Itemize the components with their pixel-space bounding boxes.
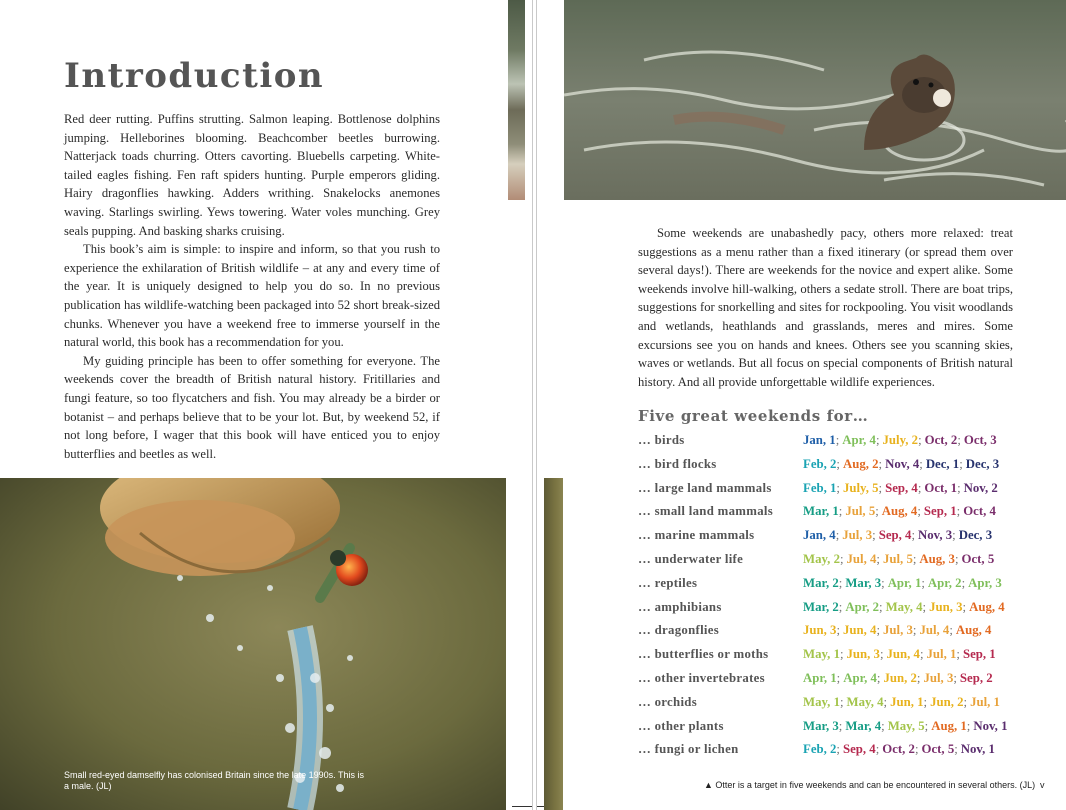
weekend-category: … fungi or lichen — [638, 742, 739, 757]
date-separator: ; — [839, 552, 844, 566]
weekend-category: … underwater life — [638, 552, 744, 566]
date-separator: ; — [876, 671, 881, 685]
date-separator: ; — [839, 694, 844, 709]
weekend-category: … orchids — [638, 694, 697, 709]
otter-photo — [564, 0, 1066, 200]
weekend-date: Mar, 2 — [803, 575, 839, 590]
weekend-date: Nov, 2 — [963, 480, 998, 495]
date-separator: ; — [883, 694, 888, 709]
gutter-mark-left — [512, 806, 532, 807]
weekend-row — [638, 719, 1038, 741]
weekend-date: Jun, 4 — [843, 623, 877, 638]
weekend-date: Jul, 1 — [970, 694, 1000, 709]
date-separator: ; — [836, 456, 840, 471]
date-separator: ; — [875, 433, 880, 447]
date-separator: ; — [838, 599, 843, 614]
damselfly-photo — [0, 478, 506, 810]
date-separator: ; — [879, 647, 884, 662]
weekend-date: Sep, 4 — [885, 480, 918, 495]
weekend-date: May, 4 — [846, 694, 884, 709]
weekend-date: Sep, 4 — [878, 528, 912, 543]
date-separator: ; — [921, 575, 925, 590]
weekend-date: Apr, 1 — [803, 671, 837, 685]
date-separator: ; — [836, 671, 841, 685]
weekend-dates — [803, 552, 994, 567]
date-separator: ; — [876, 552, 880, 566]
date-separator: ; — [876, 623, 880, 638]
weekend-date: Jul, 3 — [883, 623, 913, 638]
weekend-dates — [803, 671, 993, 686]
weekend-date: Jul, 4 — [846, 552, 877, 566]
weekend-date: Oct, 4 — [963, 504, 996, 519]
page-title: Introduction — [64, 56, 325, 96]
date-separator: ; — [952, 528, 956, 543]
date-separator: ; — [919, 647, 924, 662]
weekend-date: Jun, 3 — [929, 599, 963, 614]
weekend-row — [638, 695, 1038, 717]
date-separator: ; — [875, 504, 879, 519]
weekend-date: May, 1 — [803, 694, 840, 709]
right-paragraph: Some weekends are unabashedly pacy, others more relaxed: treat suggestions as a menu rather than a fixed itinerary (or spread them over several days!). There are weekends for the novice and expert alike. Some weekends involve hill-walking, others a sedate stroll. There are boat trips, suggestions for snorkelling and sites for rockpooling. You visit woodlands and wetlands, heathlands and grasslands, meres and mires. Some excursions see you on hands and knees. Others see you scanning skies, waves or wetlands. But all focus on special components of British natural history. And all provide unforgettable wildlife experiences. — [638, 226, 1013, 389]
weekend-category: … large land mammals — [638, 480, 772, 495]
date-separator: ; — [949, 623, 953, 638]
date-separator: ; — [916, 671, 921, 685]
date-separator: ; — [838, 504, 843, 519]
weekend-category: … small land mammals — [638, 504, 774, 519]
weekend-date: Jul, 5 — [882, 552, 913, 566]
date-separator: ; — [957, 433, 961, 447]
damselfly-caption: Small red-eyed damselfly has colonised Britain since the late 1990s. This is a male. (JL) — [64, 770, 364, 791]
weekend-date: Mar, 3 — [845, 575, 882, 590]
date-separator: ; — [879, 599, 883, 614]
weekend-date: Jan, 4 — [803, 528, 836, 543]
weekend-date: Sep, 4 — [842, 742, 876, 757]
date-separator: ; — [835, 433, 840, 447]
weekend-dates — [803, 576, 1002, 591]
weekend-dates — [803, 528, 992, 543]
weekend-date: Aug, 4 — [955, 623, 992, 638]
date-separator: ; — [911, 528, 915, 543]
weekend-date: Sep, 1 — [962, 647, 996, 662]
date-separator: ; — [914, 742, 919, 757]
weekend-date: Nov, 1 — [960, 742, 995, 757]
date-separator: ; — [917, 504, 921, 519]
weekend-date: Oct, 5 — [921, 742, 955, 757]
date-separator: ; — [919, 456, 923, 471]
date-separator: ; — [881, 575, 885, 590]
date-separator: ; — [912, 552, 917, 566]
weekend-dates — [803, 695, 1000, 710]
weekend-date: Sep, 1 — [923, 504, 957, 519]
weekend-dates — [803, 504, 996, 519]
weekend-date: Jun, 2 — [930, 694, 964, 709]
weekend-date: Dec, 1 — [925, 456, 960, 471]
weekend-dates — [803, 719, 1007, 734]
weekend-row — [638, 504, 1038, 526]
right-edge-photo-strip — [544, 478, 563, 810]
weekend-date: Aug, 4 — [881, 504, 918, 519]
date-separator: ; — [878, 480, 883, 495]
weekend-category: … birds — [638, 433, 685, 447]
weekend-category: … butterflies or moths — [638, 647, 769, 662]
date-separator: ; — [953, 671, 957, 685]
weekend-row — [638, 433, 1038, 455]
weekend-date: May, 4 — [885, 599, 923, 614]
weekend-date: Jan, 1 — [803, 433, 836, 447]
weekend-dates — [803, 600, 1005, 615]
weekend-row — [638, 600, 1038, 622]
date-separator: ; — [966, 718, 971, 733]
date-separator: ; — [912, 623, 917, 638]
date-separator: ; — [956, 504, 961, 519]
weekend-date: Oct, 2 — [882, 742, 915, 757]
otter-caption: ▲ Otter is a target in five weekends and can be encountered in several others. (JL) — [704, 780, 1036, 790]
date-separator: ; — [918, 433, 922, 447]
date-separator: ; — [959, 456, 963, 471]
intro-text — [64, 110, 440, 463]
date-separator: ; — [836, 623, 840, 638]
weekend-date: Jun, 3 — [846, 647, 880, 662]
weekend-date: Feb, 1 — [803, 480, 837, 495]
date-separator: ; — [963, 694, 968, 709]
date-separator: ; — [881, 718, 885, 733]
weekend-date: Jul, 1 — [926, 647, 957, 662]
weekend-date: Feb, 2 — [803, 456, 837, 471]
weekend-row — [638, 481, 1038, 503]
date-separator: ; — [962, 599, 967, 614]
date-separator: ; — [961, 575, 966, 590]
weekend-date: Aug, 3 — [919, 552, 955, 566]
date-separator: ; — [957, 480, 961, 495]
weekend-date: Jun, 2 — [883, 671, 917, 685]
weekend-date: May, 1 — [803, 647, 840, 662]
page-number: v — [1040, 780, 1045, 790]
intro-paragraph-2: This book’s aim is simple: to inspire and inform, so that you rush to experience the exhilaration of British wildlife – at any and every time of the year. It is uniquely designed to help you do so. In no previous publication has wildlife-watching been packaged into 52 short break-sized chunks. Whenever you have a weekend free to immerse yourself in the natural world, this book has a recommendation for you. — [64, 242, 440, 350]
date-separator: ; — [838, 575, 843, 590]
weekend-row — [638, 623, 1038, 645]
page-gutter-inner — [536, 0, 537, 810]
weekend-date: Mar, 3 — [803, 718, 839, 733]
weekend-date: Jul, 5 — [845, 504, 876, 519]
weekend-row — [638, 742, 1038, 764]
weekend-date: Apr, 4 — [843, 671, 877, 685]
weekend-date: Aug, 2 — [842, 456, 879, 471]
date-separator: ; — [878, 456, 883, 471]
weekend-row — [638, 457, 1038, 479]
weekend-date: May, 2 — [803, 552, 840, 566]
weekend-dates — [803, 647, 996, 662]
weekend-date: Nov, 4 — [885, 456, 920, 471]
weekend-date: Aug, 4 — [969, 599, 1005, 614]
date-separator: ; — [917, 480, 922, 495]
date-separator: ; — [836, 480, 840, 495]
weekend-date: Jun, 4 — [886, 647, 920, 662]
damselfly-illustration — [0, 478, 506, 810]
weekend-row — [638, 576, 1038, 598]
weekend-date: Oct, 5 — [961, 552, 995, 566]
weekend-category: … other plants — [638, 718, 724, 733]
weekend-date: July, 5 — [842, 480, 879, 495]
date-separator: ; — [923, 694, 928, 709]
page-gutter — [532, 0, 533, 810]
weekend-date: Jun, 3 — [803, 623, 837, 638]
weekend-date: Apr, 3 — [968, 575, 1002, 590]
weekend-date: Apr, 1 — [887, 575, 922, 590]
weekend-date: May, 5 — [887, 718, 925, 733]
weekend-dates — [803, 481, 998, 496]
weekend-date: Jul, 3 — [842, 528, 873, 543]
weekend-date: July, 2 — [882, 433, 919, 447]
date-separator: ; — [954, 552, 959, 566]
weekend-category: … bird flocks — [638, 456, 717, 471]
intro-paragraph-3: My guiding principle has been to offer something for everyone. The weekends cover the breadth of British natural history. Fritillaries and fungi feature, so too flycatchers and fish. You may already be a birder or botanist – and perhaps believe that to be your lot. But, by weekend 52, if not long before, I wager that this book will have enticed you to enjoy butterflies and beetles as well. — [64, 353, 440, 461]
weekend-row — [638, 647, 1038, 669]
date-separator: ; — [875, 742, 880, 757]
weekend-date: Apr, 2 — [845, 599, 880, 614]
weekend-date: Mar, 1 — [803, 504, 839, 519]
weekend-date: Nov, 3 — [918, 528, 953, 543]
weekend-row — [638, 671, 1038, 693]
weekend-date: Oct, 3 — [963, 433, 997, 447]
weekend-category: … other invertebrates — [638, 671, 765, 685]
weekend-date: Apr, 2 — [927, 575, 962, 590]
weekend-date: Jul, 3 — [923, 671, 954, 685]
weekend-dates — [803, 623, 991, 638]
weekend-category: … amphibians — [638, 599, 722, 614]
date-separator: ; — [836, 742, 840, 757]
weekend-date: Jul, 4 — [919, 623, 950, 638]
weekend-date: Oct, 2 — [924, 433, 958, 447]
left-page — [0, 0, 532, 810]
weekend-date: Nov, 1 — [973, 718, 1008, 733]
five-weekends-heading: Five great weekends for… — [638, 407, 869, 425]
intro-paragraph-1: Red deer rutting. Puffins strutting. Salmon leaping. Bottlenose dolphins jumping. Helleborines blooming. Beachcomber beetles burrowing. Natterjack toads churring. Otters cavorting. Bluebells carpeting. White-tailed eagles fishing. Fen raft spiders hunting. Purple emperors gliding. Hairy dragonflies hawking. Adders writhing. Snakelocks anemones waving. Starlings swirling. Yews towering. Water voles munching. Grey seals pupping. And basking sharks cruising. — [64, 112, 440, 238]
weekend-row — [638, 552, 1038, 574]
date-separator: ; — [839, 647, 844, 662]
weekend-date: Jun, 1 — [890, 694, 924, 709]
weekend-date: Apr, 4 — [842, 433, 876, 447]
weekend-date: Aug, 1 — [931, 718, 967, 733]
weekend-date: Sep, 2 — [959, 671, 993, 685]
left-edge-photo-strip — [508, 0, 525, 200]
weekend-dates — [803, 433, 997, 448]
weekend-category: … dragonflies — [638, 623, 720, 638]
otter-illustration — [564, 0, 1066, 200]
weekend-date: Dec, 3 — [958, 528, 993, 543]
weekend-dates — [803, 742, 995, 757]
date-separator: ; — [924, 718, 929, 733]
weekend-dates — [803, 457, 999, 472]
weekend-category: … reptiles — [638, 575, 698, 590]
date-separator: ; — [838, 718, 843, 733]
weekend-date: Dec, 3 — [965, 456, 1000, 471]
weekend-date: Mar, 2 — [803, 599, 839, 614]
date-separator: ; — [872, 528, 876, 543]
date-separator: ; — [835, 528, 840, 543]
weekend-row — [638, 528, 1038, 550]
weekend-date: Mar, 4 — [845, 718, 882, 733]
weekend-date: Oct, 1 — [924, 480, 958, 495]
weekend-category: … marine mammals — [638, 528, 755, 543]
weekend-date: Feb, 2 — [803, 742, 837, 757]
date-separator: ; — [922, 599, 927, 614]
date-separator: ; — [956, 647, 960, 662]
date-separator: ; — [954, 742, 958, 757]
